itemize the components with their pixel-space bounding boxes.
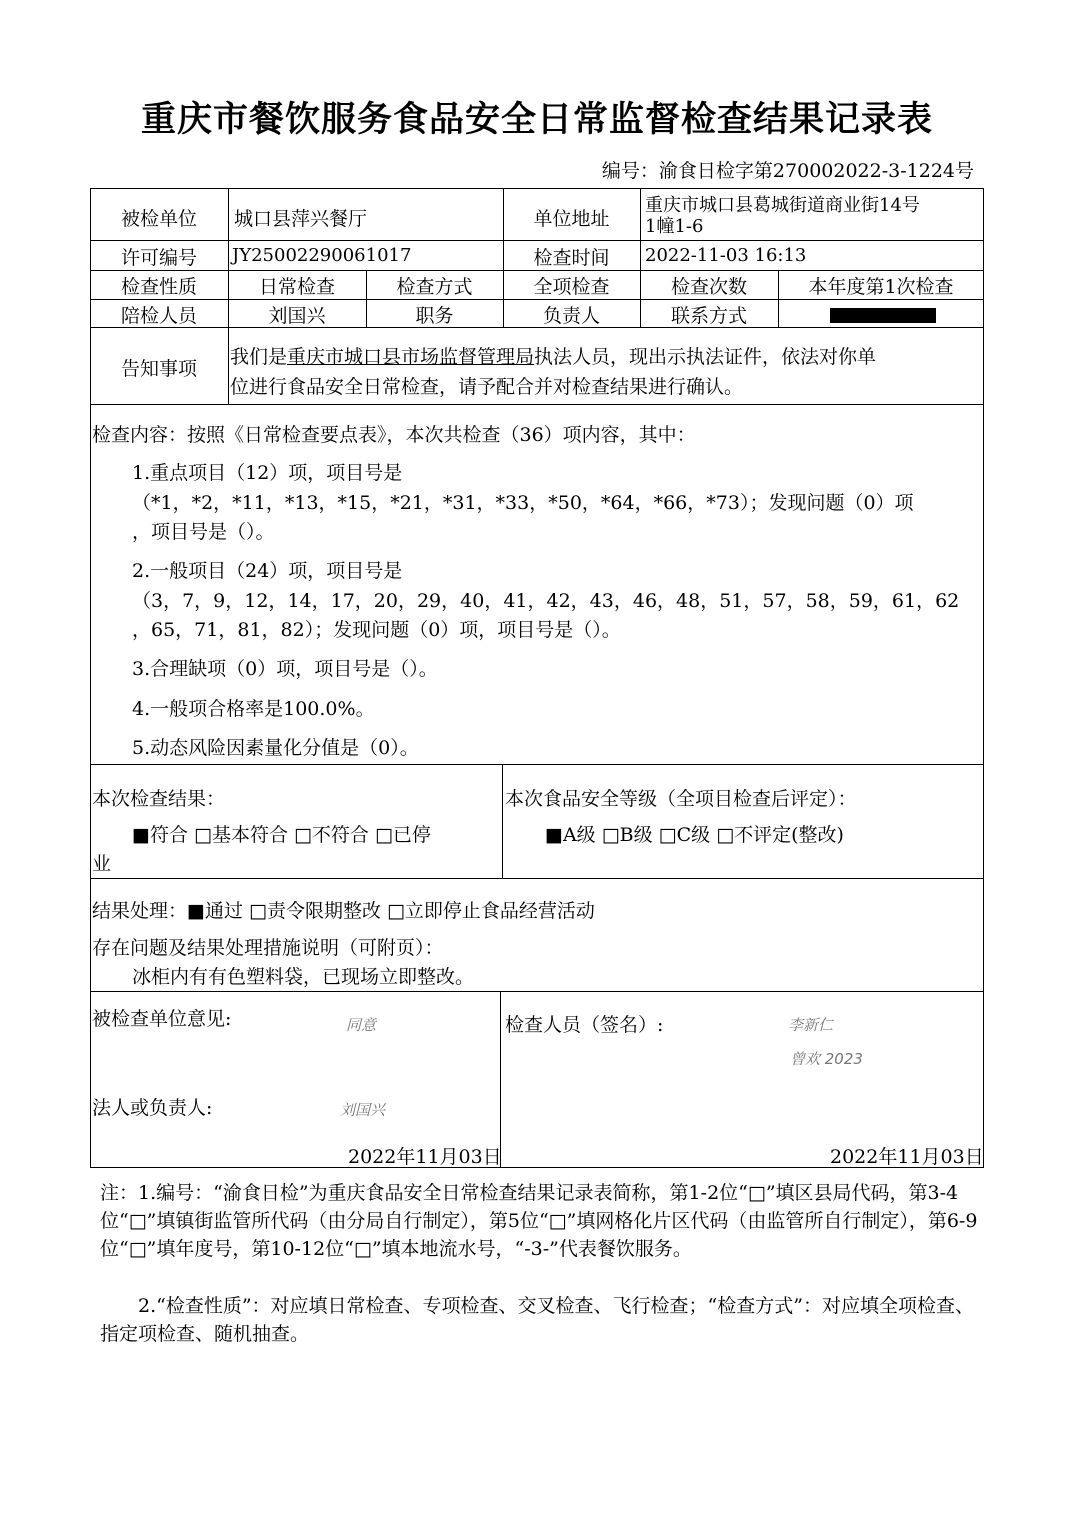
general-items-line3: ，65，71，81，82）；发现问题（0）项，项目号是（）。 [132,619,621,641]
key-items-line3: ，项目号是（）。 [132,521,275,543]
pass-rate: 4.一般项合格率是100.0%。 [132,698,375,720]
escort-label: 陪检人员 [120,305,197,327]
content-intro: 检查内容：按照《日常检查要点表》，本次共检查（36）项内容，其中： [92,424,696,446]
agency-name: 重庆市城口县市场监督管理局 [287,346,535,368]
notice-line2: 位进行食品安全日常检查，请予配合并对检查结果进行确认。 [230,376,744,398]
notice-label: 告知事项 [120,358,197,380]
license-label: 许可编号 [120,247,197,269]
result-options: ■符合 □基本符合 □不符合 □已停 [132,824,431,846]
inspected-unit-value: 城口县萍兴餐厅 [234,208,368,230]
unit-opinion-label: 被检查单位意见: [92,1008,232,1030]
document-number: 编号：渝食日检字第270002022-3-1224号 [601,160,974,182]
method-value: 全项检查 [533,276,610,298]
result-options-cont: 业 [92,853,112,875]
time-label: 检查时间 [533,247,610,269]
result-label: 本次检查结果： [92,788,226,810]
count-label: 检查次数 [670,276,747,298]
unit-opinion-signature: 同意 [346,1016,377,1034]
time-value: 2022-11-03 16:13 [645,245,807,266]
nature-label: 检查性质 [120,276,197,298]
nature-value: 日常检查 [258,276,335,298]
grade-label: 本次食品安全等级（全项目检查后评定）： [505,788,857,810]
row-divider [90,270,984,271]
row-divider [90,764,984,765]
contact-redaction [830,308,936,323]
column-divider [502,764,503,878]
count-value: 本年度第1次检查 [808,276,954,298]
inspector-signature-2: 曾欢 2023 [790,1050,863,1068]
handling-result: 结果处理：■通过 □责令限期整改 □立即停止食品经营活动 [92,900,595,922]
date-right: 2022年11月03日 [830,1146,984,1168]
position-label: 职务 [415,305,454,327]
handling-desc-label: 存在问题及结果处理措施说明（可附页）： [92,937,444,959]
contact-label: 联系方式 [670,305,747,327]
method-label: 检查方式 [396,276,473,298]
position-value: 负责人 [542,305,600,327]
inspector-label: 检查人员（签名）: [505,1014,664,1036]
note-1: 注：1.编号：“渝食日检”为重庆食品安全日常检查结果记录表简称，第1-2位“□”填区县局代码，第3-4位“□”填镇街监管所代码（由分局自行制定），第5位“□”填网格化片区代码（由监管所自行制定），第6-9位“□”填年度号，第10-12位“□”填本地流水号，“-3-”代表餐饮服务。 [100,1182,978,1260]
page-title: 重庆市餐饮服务食品安全日常监督检查结果记录表 [140,100,933,140]
row-divider [90,878,984,879]
address-label: 单位地址 [533,208,610,230]
general-items-line1: 2.一般项目（24）项，项目号是 [132,560,403,582]
row-divider [90,991,984,992]
inspected-unit-label: 被检单位 [120,208,197,230]
row-divider [90,240,984,241]
general-items-line2: （3，7，9，12，14，17，20，29，40，41，42，43，46，48，51，57，58，59，61，62 [132,590,960,612]
legal-person-signature: 刘国兴 [340,1101,386,1119]
key-items-line1: 1.重点项目（12）项，项目号是 [132,462,403,484]
address-line2: 1幢1-6 [645,216,704,237]
row-divider [90,299,984,300]
date-left: 2022年11月03日 [348,1146,502,1168]
note-2: 2.“检查性质”：对应填日常检查、专项检查、交叉检查、飞行检查；“检查方式”：对应填全项检查、指定项检查、随机抽查。 [100,1295,974,1345]
grade-options: ■A级 □B级 □C级 □不评定(整改) [545,824,844,846]
key-items-line2: （*1，*2，*11，*13，*15，*21，*31，*33，*50，*64，*66，*73）；发现问题（0）项 [132,492,914,514]
escort-value: 刘国兴 [268,305,326,327]
license-value: JY25002290061017 [232,245,412,266]
row-divider [90,404,984,405]
missing-items: 3.合理缺项（0）项，项目号是（）。 [132,658,438,680]
legal-person-label: 法人或负责人: [92,1097,213,1119]
risk-score: 5.动态风险因素量化分值是（0）。 [132,737,419,759]
inspector-signature-1: 李新仁 [788,1016,834,1034]
notice-line1: 我们是重庆市城口县市场监督管理局执法人员，现出示执法证件，依法对你单 [230,346,877,368]
address-line1: 重庆市城口县葛城街道商业街14号 [645,195,920,216]
handling-desc: 冰柜内有有色塑料袋，已现场立即整改。 [132,966,475,988]
